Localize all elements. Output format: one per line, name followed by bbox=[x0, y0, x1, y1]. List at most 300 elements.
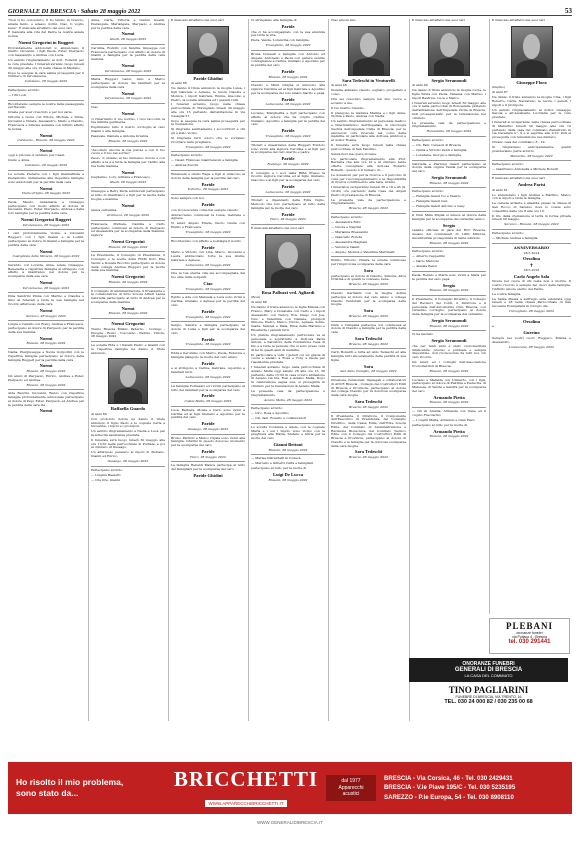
notice-text: Ricorderemo con affetto e nostalgia il nostro bbox=[171, 238, 242, 243]
notice-text: Partecipano al lutto: bbox=[412, 138, 444, 143]
notice-text: (Pepino) bbox=[492, 85, 506, 90]
notice-separator bbox=[251, 141, 325, 142]
place-date: San Zeno Naviglio, 28 maggio 2022 bbox=[340, 369, 397, 374]
notice-separator bbox=[91, 103, 165, 104]
notice-text: Orzano casa del commiato: 8 - 19. bbox=[492, 140, 546, 145]
notice-text: I funerali si svolgeranno nella chiesa parrocchiale di Manerbio lunedì 30 maggio alle ore 10 partendo dalla casa del commiato Zamarrello in via Cavallera n°, 9 e si esprime alle 9,10. Indi si proseguirà con tumulazione nel cimitero. bbox=[492, 120, 571, 140]
deceased-name: Sergio Seramondi bbox=[431, 175, 467, 181]
notice-text: Luciano e Mafalda con Umberto, con i figli, partecipano al dolore di Pietrina e Pieracria, di Manuela, di Vanda e Sandra per la scomparsa del caro bbox=[412, 377, 486, 393]
notice-text: — Giulia e Vittorio Penti e famiglia bbox=[412, 147, 467, 152]
notice-text: — On. Fam. Ceresoli di Brescia bbox=[412, 143, 461, 148]
slogan-line-2: sono stato da... bbox=[16, 788, 79, 798]
notice-text: Bruno, Patrizio e Marco Cigala sono vicini alla famiglia, Ghidini in questo doloroso momento per la scomparsa del caro bbox=[171, 435, 245, 448]
deceased-name: Paride bbox=[281, 156, 295, 162]
date-line: 28.5.2016 bbox=[523, 267, 540, 272]
deceased-name: Carlo Angelo Sala bbox=[513, 273, 550, 279]
notice-separator bbox=[8, 86, 84, 87]
portrait-face bbox=[360, 33, 378, 57]
deceased-portrait bbox=[511, 26, 553, 78]
plebani-line2: via Poltaco 4 - Brescia bbox=[512, 635, 547, 639]
place-date: Travagliato, 28 maggio 2022 bbox=[185, 144, 231, 149]
notice-text: La camera ardente è allestita presso la chiesa di San Rocco di Sarezzo dove lo volete sono consentite dalle ore 8 alle ore 19. bbox=[492, 201, 571, 213]
notice-text: È mancato all'affetto dei suoi cari bbox=[492, 176, 545, 181]
place-date: Brescia, 28 maggio 2022 bbox=[429, 400, 469, 405]
notice-text: È mancata all'affetto dei suoi cari bbox=[251, 226, 304, 231]
deceased-name: Paride bbox=[201, 308, 215, 314]
notice-text: ci rimarranno il tuo sorriso, i tuoi racconti, la tua infinita gentilezza. bbox=[91, 116, 165, 125]
notice-separator bbox=[492, 160, 571, 161]
notice-text: di anni 61 bbox=[492, 187, 508, 192]
notice-text: Guglielmo, Lory, Adriana e Francesco. bbox=[91, 175, 152, 180]
notice-text: Nadia, Piergiuseppe e Nevia Gorgodini con le rispettive famiglie partecipano al dolore della famiglia Ruggeri per la perdita della cara bbox=[8, 350, 84, 362]
notice-text: Esprimiamo tutto il nostro cordoglio al caro Gianni e alla famiglia. bbox=[91, 125, 165, 134]
notice-text: — Alberto Cappellini bbox=[412, 254, 445, 259]
notice-separator bbox=[8, 145, 84, 146]
column-6 bbox=[409, 19, 488, 721]
notice-text: Partecipano al lutto: bbox=[412, 249, 444, 254]
page-footer: WWW.GENERALIDIBRESCIA.IT bbox=[256, 820, 323, 825]
notice-separator bbox=[171, 382, 245, 383]
notice-separator bbox=[8, 389, 84, 390]
place-date: Brescia, 28 maggio 2022 bbox=[348, 455, 389, 460]
deceased-name: Andrea Parisi bbox=[517, 182, 546, 188]
column-3 bbox=[168, 19, 247, 721]
notice-text: "Ascolterò ancora la tua parola e con il tuo cuore e il tuo bel sorriso" bbox=[91, 147, 165, 156]
notice-separator bbox=[251, 196, 325, 197]
notice-text: — Luigina Bassetti bbox=[91, 472, 121, 477]
notice-separator bbox=[251, 50, 325, 51]
notice-text: Emilio, Vittorio, Chiara, le sorelle commosse per l'improvvisa scomparsa della cara bbox=[331, 258, 406, 267]
notice-text: I funerali avranno luogo nella parrocchiale di Azzano Mella oggi sabato 28 alle ore 15, 30 partendo dalle 15:20 in casa ovvero abitazione di Azzano via Via. Rosi a Azzano Mella. Dopo la celebrazione segna sua, si proseguirà in cimitero per le tumulazioni di Azzano Mella. bbox=[251, 365, 325, 388]
notice-text: Ne danno il triste annuncio la moglie Lucia, le figlie Silvia con Paola, Vanessa con Matteo, i nipoti Beatrice, Luca e Marco. bbox=[412, 88, 486, 100]
notice-text: Luciano, Margherita e figli partecipano con affetto al dolore che ha colpito Carina, Giuliano, Agostino e famiglia per la perdita del caro bbox=[251, 111, 325, 127]
notice-text: Il consiglio e i soci della RIBA Presso la ricordo signora Carolina ed al figlio Giuliano, Giacomo e ai figli per la scomparsa del caro bbox=[251, 170, 325, 183]
place-date: Verolanuova, 28 maggio 2022 bbox=[104, 68, 152, 73]
place-date: Flero, 28 maggio 2022 bbox=[190, 454, 226, 459]
notice-separator bbox=[412, 211, 486, 212]
portrait-face bbox=[523, 34, 541, 59]
column-5 bbox=[328, 19, 408, 721]
notice-text: Giulio e Anna. bbox=[8, 158, 31, 163]
deceased-name: Sergio bbox=[442, 282, 456, 288]
notice-text: Partecipano al lutto: bbox=[492, 162, 524, 167]
notice-text: Senza fiori ma opere di bene. bbox=[331, 151, 378, 156]
notice-separator bbox=[492, 229, 571, 230]
deceased-name: Paride Ghidini bbox=[193, 75, 223, 81]
notice-text: Con profondo dolore ne danno il triste annuncio il figlio Paolo e le cognate Carla e Giovanna, i nipoti e i pronipoti. bbox=[91, 416, 165, 429]
deceased-portrait bbox=[428, 26, 470, 76]
notice-text: Partecipano al lutto: bbox=[492, 231, 524, 236]
notice-text: Un sentito ringraziamento ai dott. Follenzi per le cure prestate. I funerali avranno luogo lunedì 30 maggio alle ore 15 nella chiesa di Mairano. bbox=[8, 58, 84, 70]
notice-text: che per tanti anni è stato cronometrista infaticabile, preciso e puntuale e sempre disponibile, doti riconosciute da tutti noi. Un caro ricordo. bbox=[412, 343, 486, 360]
notice-text: La famiglia Rebuldi Manca partecipa al lutto dei famigliari per la scomparsa del caro bbox=[171, 463, 245, 472]
notice-text: Le sorelle Pierarte con i figli Gianbattista e Pierantonio unitamente alle rispettive famiglie sono addolorati per la perdita della cara bbox=[8, 172, 84, 184]
place-date: Flero, 28 maggio 2022 bbox=[270, 217, 306, 222]
branch-address: BRESCIA - V.le Piave 195/C - Tel. 030 5235195 bbox=[384, 784, 516, 792]
deceased-name: Noemi bbox=[121, 31, 135, 37]
portrait-face bbox=[440, 33, 458, 57]
place-date: Brescia, 28 maggio 2022 bbox=[348, 206, 389, 211]
notice-separator bbox=[91, 466, 165, 467]
deceased-name: Noemi bbox=[39, 185, 53, 191]
deceased-name: Paride bbox=[281, 128, 295, 134]
deceased-name: Sara Tedeschi bbox=[354, 449, 383, 455]
deceased-name: Noemi bbox=[39, 132, 53, 138]
deceased-name: Luigi De Lucca bbox=[272, 472, 304, 478]
notice-text: di anni 80 bbox=[91, 411, 107, 416]
since-line-3: acustici bbox=[342, 791, 360, 798]
place-date: Lumezzane, 28 maggio 2022 bbox=[508, 344, 555, 349]
notice-text: Si ringraziano anticipatamente quanti prenderanno parte al lutto. bbox=[492, 144, 571, 153]
portrait-face bbox=[278, 242, 297, 268]
bricchetti-banner bbox=[8, 762, 572, 814]
generali-line1: ONORANZE FUNEBRI bbox=[462, 661, 515, 667]
notice-text: La Presidente, il Consiglio di Presidenza, il Consiglio e le scelte della FISM Dott. Elia Vacini e Donata Bocchio partecipano al dolore della collega Andrea Ruggeri per la morte della sua mamma bbox=[91, 253, 165, 273]
notice-separator bbox=[251, 169, 325, 170]
place-date: Brescia, 28 maggio 2022 bbox=[268, 477, 308, 482]
notice-text: Un sentito ringraziamento a Nadia e Luca per la sollecita assistenza prestata. bbox=[91, 429, 165, 437]
place-date: Travagliato, 28 maggio 2022 bbox=[265, 134, 311, 138]
notice-text: Si ringrazia tutti coloro che lo vorranno ricordare nelle preghiere. bbox=[171, 136, 245, 144]
notice-text: Partecipano al lutto: bbox=[8, 88, 40, 93]
place-date: Brescia, 28 maggio 2022 bbox=[429, 240, 469, 245]
deceased-name: Paride bbox=[281, 23, 295, 29]
notice-separator bbox=[492, 316, 571, 317]
place-date: Volturno, 28 maggio 2022 bbox=[187, 187, 229, 192]
notice-separator bbox=[171, 151, 245, 152]
cross-icon: ✝ bbox=[529, 262, 534, 269]
deceased-name: Paride bbox=[201, 421, 215, 427]
notice-text: È mancata alla vita del Padre la nostra amata nonna bbox=[8, 30, 84, 39]
notice-text: Ci ha lasciato bbox=[412, 332, 434, 337]
notice-text: Dopo le esequie la cara salma proseguirà per il Cimitero di Verolanuova. bbox=[8, 70, 84, 79]
place-date: Brescia, 28 maggio 2022 bbox=[26, 382, 66, 387]
notice-text: "Non ti ho conosciuto, ti ho tenuto in braccio, amata tanto, e adesso dormi. Ciao, ti voglio bene". È mancata all'affetto dei suoi cari bbox=[8, 19, 84, 30]
notice-separator bbox=[412, 271, 486, 272]
notice-text: — Famiglia Galeri Antonio e Gesy bbox=[412, 204, 465, 209]
notice-separator bbox=[8, 100, 84, 101]
notice-text: — Gianfranco Antonella e Michele Bonetti bbox=[492, 167, 559, 172]
notice-text: Sergio, Sandra e famiglia partecipano al dolore di Luisa e figli per la scomparsa del caro bbox=[171, 323, 245, 335]
notice-separator bbox=[8, 229, 84, 230]
notice-text: Sempre nei vostri cuori. Ruggero, Milena e Alessandro. bbox=[492, 335, 571, 344]
notice-text: Carolina, Rodolfo con Sandra, Giuseppe con Francesca partecipano con affetto al dolore di Gianni e famiglia per la perdita della cara mamma bbox=[91, 45, 165, 62]
portrait-shoulders bbox=[434, 58, 464, 74]
deceased-name: Noemi bbox=[121, 202, 135, 208]
notice-text: Gabriella e Pierluigi Galeri partecipano al dolore della cugina Vanda per la scomparsa del caro bbox=[412, 161, 486, 174]
deceased-name: Armando Pietta bbox=[433, 394, 465, 400]
notice-text: I funerali avranno luogo lunedì 30 maggio alle ore 9 nella parrocchia di Roncadelle partendo dall'abitazione dell'Ospedale Civile di Brescia, indi proseguiranno per la tumulazione nel cimitero. bbox=[412, 100, 486, 120]
deceased-name: Noemi bbox=[39, 147, 53, 153]
notice-text: che ci ha accompagnato con la sua amicizia per tutta la vita. bbox=[251, 29, 325, 38]
since-line-1: dal 1977 bbox=[341, 778, 361, 785]
place-date: Brescia, 28 maggio 2022 bbox=[348, 282, 389, 287]
place-date: Ghedi, 28 maggio 2022 bbox=[109, 37, 147, 42]
notice-text: La famiglia Fornasari ed i vicini partecipano al lutto dei familiari per la scomparsa del caro bbox=[171, 383, 245, 392]
notice-text: — Cin, fam. Rosario e collaboratori bbox=[251, 416, 307, 421]
deceased-name: Sara Tedeschi bbox=[354, 336, 383, 342]
column-4 bbox=[248, 19, 327, 721]
notice-separator bbox=[91, 220, 165, 221]
notice-text: partecipano al dolore di Claudio, Simona, Alice Cristina e di quanti le volevano bene. bbox=[331, 273, 406, 282]
deceased-name: Noemi bbox=[39, 408, 53, 414]
notice-text: Titolari e dipendenti della Edra Ciglio, Mencolo che loro partecipano al lutto della famiglia per la morte del caro bbox=[251, 198, 325, 210]
notice-text: Il tuo marito Claudio. bbox=[331, 105, 365, 110]
notice-text: Partecipano al lutto: bbox=[91, 467, 123, 472]
notice-separator bbox=[412, 330, 486, 331]
notice-text: — Veronica Valent bbox=[331, 244, 360, 249]
place-date: Brescia, 28 maggio 2022 bbox=[108, 311, 148, 316]
since-line-2: Apparecchi bbox=[338, 784, 364, 791]
notice-text: Egidio e Ada con Manuela e Luca sono vicini a Carlina, Giuliano e Agnese per la perdita del caro bbox=[171, 295, 245, 307]
place-date: Calvisano, 28 maggio 2022 bbox=[24, 79, 68, 84]
notice-separator bbox=[331, 376, 406, 377]
notice-separator bbox=[331, 412, 406, 413]
deceased-name: Giuseppe Flora bbox=[516, 79, 547, 85]
notice-text: di anni 86 bbox=[171, 81, 187, 86]
generali-line2: GENERALI DI BRESCIA bbox=[454, 667, 523, 673]
notice-text: Luigia e Camillo con Romy, Andrea e Francesca, partecipano al dolore di Pierpaolo per la perdita della sua mamma bbox=[8, 322, 84, 334]
notice-text: Claudio e Mimi Ghigna si uniscono alla signora Carolina ed ai figli Gabriele e Agostino per la scomparsa del loro amato marito e papà bbox=[251, 83, 325, 95]
notice-text: amica carissima. bbox=[91, 208, 118, 213]
plebani-line1: onoranze funebri bbox=[516, 631, 543, 635]
notice-text: Ora sei cresciuto sempre nel mio cuore e accanto a me. bbox=[331, 96, 406, 105]
banner-brand-box bbox=[166, 767, 326, 810]
place-date: Brescia, 28 maggio 2022 bbox=[268, 447, 308, 452]
notice-separator bbox=[412, 247, 486, 248]
plebani-tel: 030 291441 bbox=[518, 639, 551, 645]
deceased-portrait bbox=[108, 358, 148, 404]
notice-text: La vostra famiglia. bbox=[492, 291, 522, 296]
notice-separator bbox=[412, 187, 486, 188]
header-rule bbox=[8, 15, 572, 16]
notice-separator bbox=[171, 170, 245, 171]
notice-text: — Marisa Ghirardelli in Codecà bbox=[251, 456, 301, 461]
notice-text: Partecipano al lutto: bbox=[331, 215, 363, 220]
place-date: Sarezzo - Brescia, 28 maggio 2022 bbox=[504, 222, 559, 227]
notice-separator bbox=[331, 321, 406, 322]
banner-slogan bbox=[8, 777, 166, 799]
place-date: Brescia, 28 maggio 2022 bbox=[429, 368, 469, 373]
banner-branches bbox=[376, 774, 572, 803]
deceased-name: Paride bbox=[281, 96, 295, 102]
place-date: Brescia, 28 maggio 2022 bbox=[348, 313, 389, 318]
place-date: Travagliato, 28 maggio 2022 bbox=[508, 309, 555, 314]
notice-text: Il funerale avrà luogo lunedì 30 maggio alle ore 10,30 nella parrocchiale di Pudiano e poi ai cimitero di Gussago. bbox=[91, 437, 165, 450]
plebani-ad bbox=[489, 618, 570, 654]
notice-text: Anna, Carla, Vittoria e Gianni Gualdi, Pierangela, Mariangela, Pierpaolo e Andrea per la perdita della cara bbox=[91, 19, 165, 30]
notice-text: Il piangono la mamma Marina e i figli Anna, Vicinia e Paolo, Andrea con Nadia. bbox=[331, 110, 406, 119]
place-date: Travagliato, 28 maggio 2022 bbox=[185, 314, 231, 319]
generali-line3: LA CASA DEL COMMIATO bbox=[464, 673, 513, 678]
place-date: Calvisano - Brescia, 28 maggio 2022 bbox=[17, 138, 75, 143]
place-date: Brescia, 28 maggio 2022 bbox=[348, 404, 389, 409]
deceased-name: Noemi Gregorini Ruggeri bbox=[20, 217, 72, 223]
deceased-name: Paride bbox=[201, 336, 215, 342]
notice-separator bbox=[251, 109, 325, 110]
notice-separator bbox=[331, 289, 406, 290]
notice-text: Emanuela e Giulio Raga e figli si uniscono al dolore della famiglia per la perdita del caro bbox=[171, 172, 245, 180]
place-date: Brescia, 28 maggio 2022 bbox=[429, 323, 469, 328]
banner-brand: BRICCHETTI bbox=[173, 766, 319, 791]
notice-separator bbox=[412, 160, 486, 161]
portrait-face bbox=[120, 365, 137, 387]
place-date: Brescia, 28 maggio 2022 bbox=[26, 369, 66, 374]
notice-text: — Andrea Zucchi bbox=[171, 163, 199, 168]
notice-text: di anni 87 bbox=[492, 90, 508, 95]
deceased-name: Armando Pietta bbox=[433, 428, 465, 434]
notice-separator bbox=[171, 434, 245, 435]
notice-separator bbox=[171, 237, 245, 238]
deceased-name: Sara Tedeschi bbox=[354, 399, 383, 405]
place-date: Manerbio, 28 maggio 2022 bbox=[510, 153, 553, 158]
notice-text: Un affettuoso pensiero ai nipoti di Pudiano. Gianni ed Enrico. bbox=[91, 450, 165, 459]
place-date: Visino D'Iglio, 28 maggio 2022 bbox=[21, 191, 71, 196]
notice-text: — Famiglia Galeri Ivo e Valerio bbox=[412, 194, 461, 199]
notice-text: — Ciro, Rosa e Agostino bbox=[251, 411, 289, 416]
deceased-name: Paride bbox=[201, 244, 215, 250]
portrait-shoulders bbox=[271, 269, 304, 287]
place-date: Gussago, 28 maggio 2022 bbox=[187, 426, 229, 431]
notice-separator bbox=[8, 348, 84, 349]
notice-text: Ne danno il triste annuncio la moglie Cina, i figli Roberto, Carla, Nazzareno, la nuora, i generi, i nipoti e il pronipote. bbox=[492, 95, 571, 107]
place-date: Travagliato, 28 maggio 2022 bbox=[185, 342, 231, 347]
notice-text: Si ringrazia sentitamente i soccorritori e chi gli è stato vicino. bbox=[171, 127, 245, 136]
notice-text: Profondamente addolorati lo annunciano il marito Giovanni, i figli Paola, Ester, Pierpaolo con Alessandro e Andrea con Lucia. bbox=[8, 45, 84, 58]
notice-separator bbox=[251, 404, 325, 405]
banner-website: WWW.APPARECCHIBRICCHETTI.IT bbox=[205, 800, 288, 807]
notice-text: valente officiale di gara del RCC Brescia, decano dei commissari di 1000 MIGLIA, insostituibile protagonista di tante edizioni. bbox=[412, 228, 486, 240]
notice-text: Il Club Mille Miglia si unisce al dolore della famiglia per la scomparsa del carissimo amico bbox=[412, 213, 486, 221]
notice-text: Un sentito ringraziamento al dottor Giuseppe Savoia e all'Assistente Lucidaria per le cure prestate. bbox=[492, 107, 571, 120]
notice-text: La Santa Messa a suffragio sarà celebrata oggi lunedì e 28 nella chiesa Parrocchiale di San Giovanni Evangelista in Giorgio dle. bbox=[492, 296, 571, 309]
deceased-name: Paride Ghidini bbox=[193, 473, 223, 479]
notice-text: — Alessia Renzi bbox=[412, 264, 437, 269]
notice-text: — Marianna Bressanini bbox=[331, 229, 368, 234]
notice-text: Vi amici Angelo Eliade, Paolo, Giulia con Emilio e Francesca. bbox=[171, 221, 245, 230]
place-date: Castel Mella, 28 maggio 2022 bbox=[184, 399, 232, 404]
notice-separator bbox=[412, 295, 486, 296]
notice-text: — Marcello e Gilberti Carla e famigliari bbox=[251, 461, 314, 466]
notice-text: con riconoscenza come hai sempre vissuto. bbox=[171, 207, 239, 212]
place-date: Calvisano, 28 maggio 2022 bbox=[24, 163, 68, 168]
notice-separator bbox=[8, 320, 84, 321]
notice-separator bbox=[251, 81, 325, 82]
deceased-name: Paride bbox=[201, 360, 215, 366]
notice-text: — Famiglia Galeri Gen bbox=[412, 199, 448, 204]
notice-text: Bruna Donzelli e famiglia con Antonio ed Angela, Antonello e Paola con genere sentite condoglianze a Carina, Giuliano e Agostino per la perdita del caro bbox=[251, 51, 325, 68]
plebani-tel-label: tel. bbox=[508, 639, 518, 645]
deceased-name: Noemi bbox=[39, 335, 53, 341]
notice-text: Paola, Mauro, Annamaria e Giuseppe partecipano con molto affetto al dolore di Giovanni, Piero, Ester, Pierpaolo, Andrea e della loro famiglia per la perdita della cara bbox=[8, 199, 84, 216]
notice-text: Gildo e Campana partecipa con commossa ai dolore di Claudio e famiglia per la perdita della cara bbox=[331, 322, 406, 335]
notice-text: Partecipano al lutto: bbox=[251, 406, 283, 411]
notice-text: Ne danno il triste annuncio la moglie Luisa, i figli Gabriele e Agnese, le nuore Claudia e Monica, i nipoti Gabriele, Emma, Giacomo e Pietro, la sorella Annalisa ed i parenti tutti. bbox=[171, 86, 245, 102]
notice-text: Paola, Renato e Maria sono vicini a Silvia per la perdita del caro papà bbox=[412, 273, 486, 281]
notice-text: Luca, Barbara, Monia e Carlo sono vicini a Carlina ed ai figli Giuliano e Agostino per la perdita del caro bbox=[171, 407, 245, 420]
place-date: Azzano Mella, 28 maggio 2022 bbox=[263, 397, 313, 402]
notice-text: Pasquale, Daniela e Antonia Gravina bbox=[91, 134, 149, 138]
notice-text: Partecipano al lutto: bbox=[412, 189, 444, 194]
notice-separator bbox=[251, 224, 325, 225]
notice-text: Gli amici di Pierpaolo, Enrico, Andrea e Ester, Pierpaolo ed Andrea. bbox=[8, 373, 84, 382]
branch-address: BRESCIA - Via Corsica, 46 - Tel. 030 2429431 bbox=[384, 774, 513, 782]
notice-text: Giuseppe e Betty Perla addolorati partecipano al lutto di Gianfranco e figli per la morte della moglie e mamma bbox=[91, 189, 165, 201]
anniversary-heading: ANNIVERSARIO bbox=[513, 244, 550, 250]
place-date: Lumezzane, 28 maggio 2022 bbox=[185, 375, 231, 379]
place-date: Lumezzane, 28 maggio 2022 bbox=[265, 102, 311, 107]
place-date: Travagliato, 28 maggio 2022 bbox=[185, 286, 231, 291]
notice-text: La presente vale da partecipazione e ringraziamento. bbox=[251, 388, 325, 397]
column-1 bbox=[8, 19, 86, 721]
place-date: Brescia, 28 maggio 2022 bbox=[268, 74, 308, 79]
notice-text: È mancato all'affetto dei suoi cari bbox=[492, 19, 545, 22]
deceased-name: Paride bbox=[201, 449, 215, 454]
column-7 bbox=[489, 19, 573, 614]
notice-separator bbox=[171, 406, 245, 407]
banner-since bbox=[326, 775, 376, 801]
place-date: Verolanuova, 28 maggio 2022 bbox=[22, 285, 70, 290]
notice-text: — Alessandra Biloi bbox=[331, 220, 361, 225]
place-date: Brescia, 28 maggio 2022 bbox=[348, 341, 389, 346]
notice-text: Un grande ringraziamento particolare va al personale e soprattutto a Dott.ssa Paola Antoni, a Salvatore della Fondazione Casa di Dio e a tutte le persone che si sono prese cura di lei in questi anni di malattia. bbox=[251, 332, 325, 352]
notice-text: Alda Bezzini, Giovanni, Renzo con rispettive famiglie profondamente addolorate partecipano al dolore di Pepi, Ester, Pierpaolo ed Andrea per la perdita della cara zia bbox=[8, 391, 84, 407]
deceased-name: Noemi bbox=[121, 62, 135, 68]
notice-separator bbox=[251, 423, 325, 424]
notice-text: Grazie per aver cresciuto e per noi varie. bbox=[8, 110, 73, 115]
notice-text: Ciao amore mio bbox=[331, 19, 356, 22]
place-date: Brescia, 28 maggio 2022 bbox=[26, 341, 66, 346]
notice-text: Il Consiglio di Amministrazione, il Presidente e la collaboratrice di Sirio Scuola Alfieri Lanza Gabriella partecipano al lutto di Andrea per la scomparsa della mamma bbox=[91, 288, 165, 304]
notice-text: Edda e Geronimo con Marco, Paola, Federica e famiglia piangono la morte del caro amico bbox=[171, 351, 245, 359]
deceased-name: Paride bbox=[201, 393, 215, 399]
notice-text: Insieme abbiamo vissuto, sognato, progettato e corso. bbox=[331, 88, 406, 97]
deceased-name: Noemi Gregorini bbox=[111, 321, 145, 327]
notice-text: Che la tua eterna vita sia accompagnata dal tuo stile mille sorgenti. bbox=[171, 271, 245, 280]
notice-separator bbox=[331, 348, 406, 349]
notice-text: Gli amici ed i colleghi dell'Associazione Cronometristi di Brescia. bbox=[412, 360, 486, 368]
deceased-name: Paride bbox=[281, 183, 295, 189]
place-date: Ghedi, 28 maggio 2022 bbox=[109, 180, 147, 185]
place-date: Brescia, 28 maggio 2022 bbox=[108, 244, 148, 249]
place-date: Rodengo, 28 maggio 2022 bbox=[267, 161, 309, 166]
notice-text: Sono sempre con noi. bbox=[171, 196, 205, 201]
deceased-portrait bbox=[187, 26, 229, 74]
place-date: Lumezzane, 28 maggio 2022 bbox=[185, 262, 231, 267]
place-date: Sarezzo, 28 maggio 2022 bbox=[26, 313, 66, 318]
notice-separator bbox=[412, 376, 486, 377]
notice-text: Mario e Vittorio con Lina, Marco, Giovanni e Laura, abbracciano forte la sua Giulia, Gabriele e Agnese. bbox=[171, 250, 245, 262]
place-date: Gussago, 28 maggio 2022 bbox=[107, 459, 149, 464]
notice-text: Il Presidente, il Consiglio Direttivo, il Collegio dei Revisori dei Conti, il Direttore e il personale dell'Automobile Club Brescia, con vivissimo cordoglio, partecipano al dolore della famiglia per la scomparsa del carissimo bbox=[412, 297, 486, 317]
deceased-name: Noemi bbox=[121, 169, 135, 175]
plebani-name: PLEBANI bbox=[505, 621, 553, 631]
slogan-line-1: Ho risolto il mio problema, bbox=[16, 777, 124, 787]
notice-text: — I fili Lodi bbox=[8, 92, 27, 97]
date-line: 28.5.2014 bbox=[523, 250, 540, 255]
deceased-name: Noemi bbox=[121, 305, 135, 311]
notice-text: Il rito della cremazione si terrà in forma privata lunedì 30 maggio. bbox=[492, 213, 571, 222]
notice-text: Le donazioni per per la ricerca e il percorso di cure per l'accompagnamento e la disponibilità di ricerca contribuendo alla Sara. Grazie bbox=[331, 172, 406, 185]
notice-text: partecipano al lutto per la morte di bbox=[412, 422, 468, 427]
page-header bbox=[8, 3, 572, 15]
notice-text: Ricorderemo sempre le nostre belle passeggiate sul Navello. bbox=[8, 101, 85, 110]
notice-text: Ne danno il triste annuncio le figlie Milena con Franco, Mary e Donatella con Carlo e i nipoti Alessandro con Nancy, Eva, Diego con Joa, Nico e Valentina con Daniele, pronipoti Simone, Pietro, Marco, Nicolo, Agnese, Sonia, Giada, Samuel e Mala, Elisa della Mariano e Elisabetta i parenti tutti. bbox=[251, 305, 325, 332]
notice-text: Maria Ruggeri Lanzi, Aldo e Marco partecipano al dolore dei familiari per la scomparsa della cara bbox=[91, 77, 165, 89]
notice-separator bbox=[171, 321, 245, 322]
notice-separator bbox=[171, 461, 245, 462]
notice-separator bbox=[492, 243, 571, 244]
